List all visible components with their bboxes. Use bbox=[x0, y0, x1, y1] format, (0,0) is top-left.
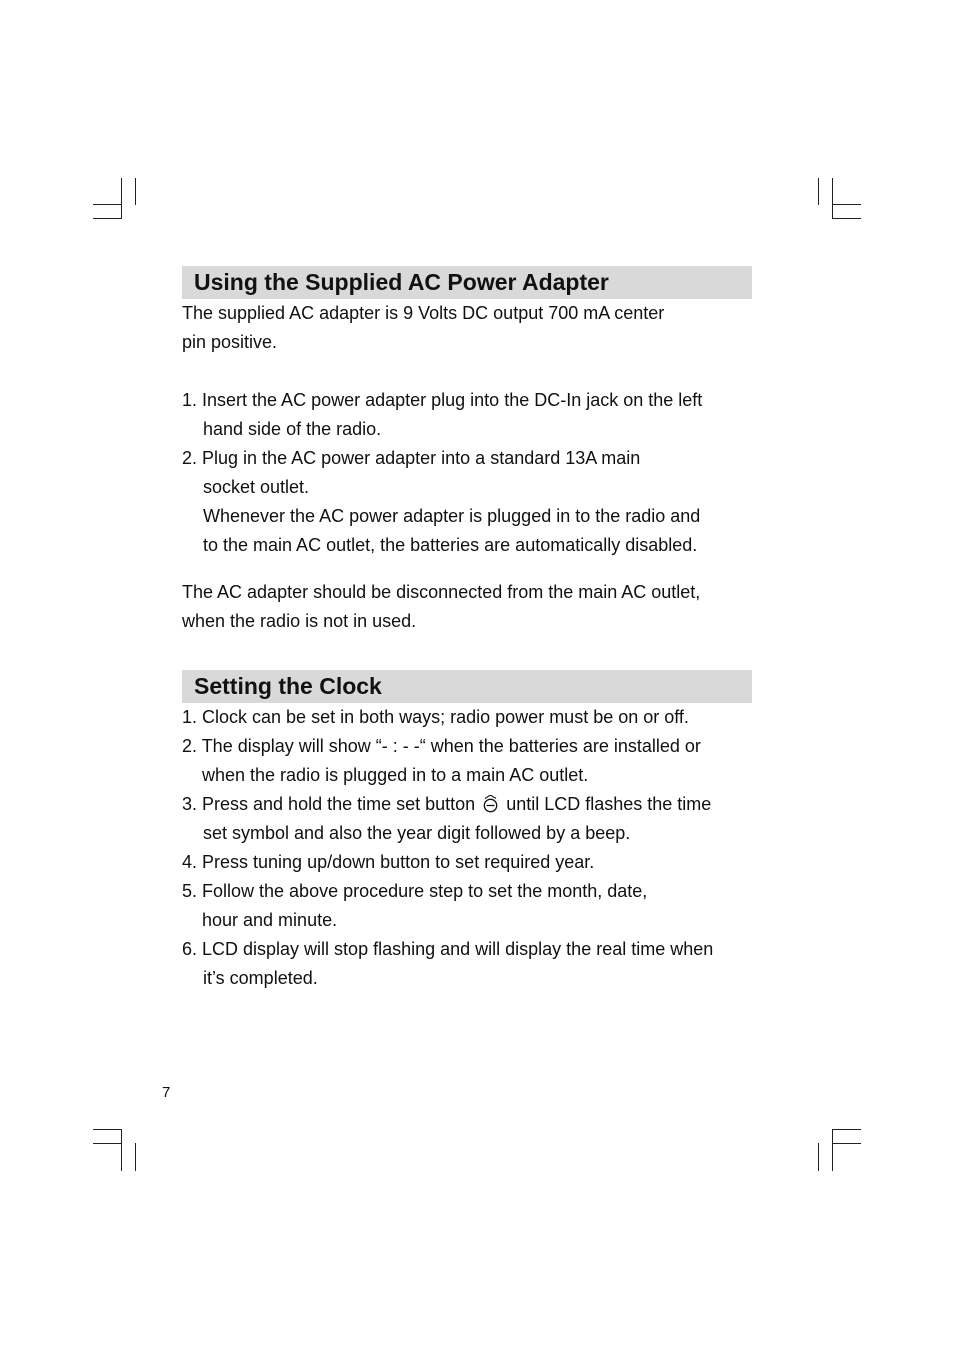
section-heading-setting-clock: Setting the Clock bbox=[182, 670, 752, 703]
list-item-continuation: when the radio is plugged in to a main AC outlet. bbox=[202, 765, 589, 785]
list-item-text: 3. Press and hold the time set button bbox=[182, 794, 481, 814]
list-item-text: until LCD flashes the time bbox=[501, 794, 712, 814]
timer-clock-icon bbox=[482, 793, 499, 813]
crop-mark-line bbox=[135, 1143, 136, 1171]
crop-mark-line bbox=[832, 1129, 861, 1130]
list-item: 4. Press tuning up/down button to set required year. bbox=[182, 852, 595, 872]
crop-mark-line bbox=[121, 178, 122, 219]
section-heading-ac-adapter: Using the Supplied AC Power Adapter bbox=[182, 266, 752, 299]
clock-steps bbox=[182, 703, 752, 993]
ac-adapter-note bbox=[182, 578, 752, 636]
paragraph-line: when the radio is not in used. bbox=[182, 611, 417, 631]
ac-adapter-steps bbox=[182, 386, 752, 560]
list-item-continuation: set symbol and also the year digit followed by a beep. bbox=[203, 823, 631, 843]
list-item: 2. The display will show “- : - -“ when the batteries are installed or bbox=[182, 736, 701, 756]
list-item-continuation: socket outlet. bbox=[203, 477, 310, 497]
list-item-continuation: hour and minute. bbox=[202, 910, 338, 930]
crop-mark-line bbox=[832, 178, 833, 219]
list-item bbox=[182, 790, 752, 819]
crop-mark-line bbox=[832, 1143, 861, 1144]
list-item: 1. Clock can be set in both ways; radio power must be on or off. bbox=[182, 707, 689, 727]
crop-mark-line bbox=[832, 1129, 833, 1171]
crop-mark-line bbox=[135, 178, 136, 205]
crop-mark-line bbox=[93, 218, 122, 219]
list-item-continuation: hand side of the radio. bbox=[203, 419, 382, 439]
crop-mark-line bbox=[818, 1143, 819, 1171]
crop-mark-line bbox=[832, 218, 861, 219]
crop-mark-line bbox=[93, 204, 122, 205]
page-content bbox=[182, 266, 752, 993]
crop-mark-line bbox=[818, 178, 819, 205]
crop-mark-line bbox=[121, 1129, 122, 1171]
list-item: 5. Follow the above procedure step to set the month, date, bbox=[182, 881, 648, 901]
page-number: 7 bbox=[162, 1084, 171, 1101]
paragraph-line: The supplied AC adapter is 9 Volts DC output 700 mA center bbox=[182, 303, 665, 323]
list-item-continuation: it’s completed. bbox=[203, 968, 318, 988]
ac-adapter-intro bbox=[182, 299, 752, 357]
list-item-continuation: Whenever the AC power adapter is plugged in to the radio and bbox=[203, 506, 701, 526]
list-item-continuation: to the main AC outlet, the batteries are automatically disabled. bbox=[203, 535, 698, 555]
list-item: 1. Insert the AC power adapter plug into the DC-In jack on the left bbox=[182, 390, 703, 410]
crop-mark-line bbox=[832, 204, 861, 205]
list-item: 2. Plug in the AC power adapter into a standard 13A main bbox=[182, 448, 641, 468]
paragraph-line: pin positive. bbox=[182, 332, 278, 352]
list-item: 6. LCD display will stop flashing and will display the real time when bbox=[182, 939, 714, 959]
crop-mark-line bbox=[93, 1143, 122, 1144]
paragraph-line: The AC adapter should be disconnected from the main AC outlet, bbox=[182, 582, 701, 602]
crop-mark-line bbox=[93, 1129, 122, 1130]
